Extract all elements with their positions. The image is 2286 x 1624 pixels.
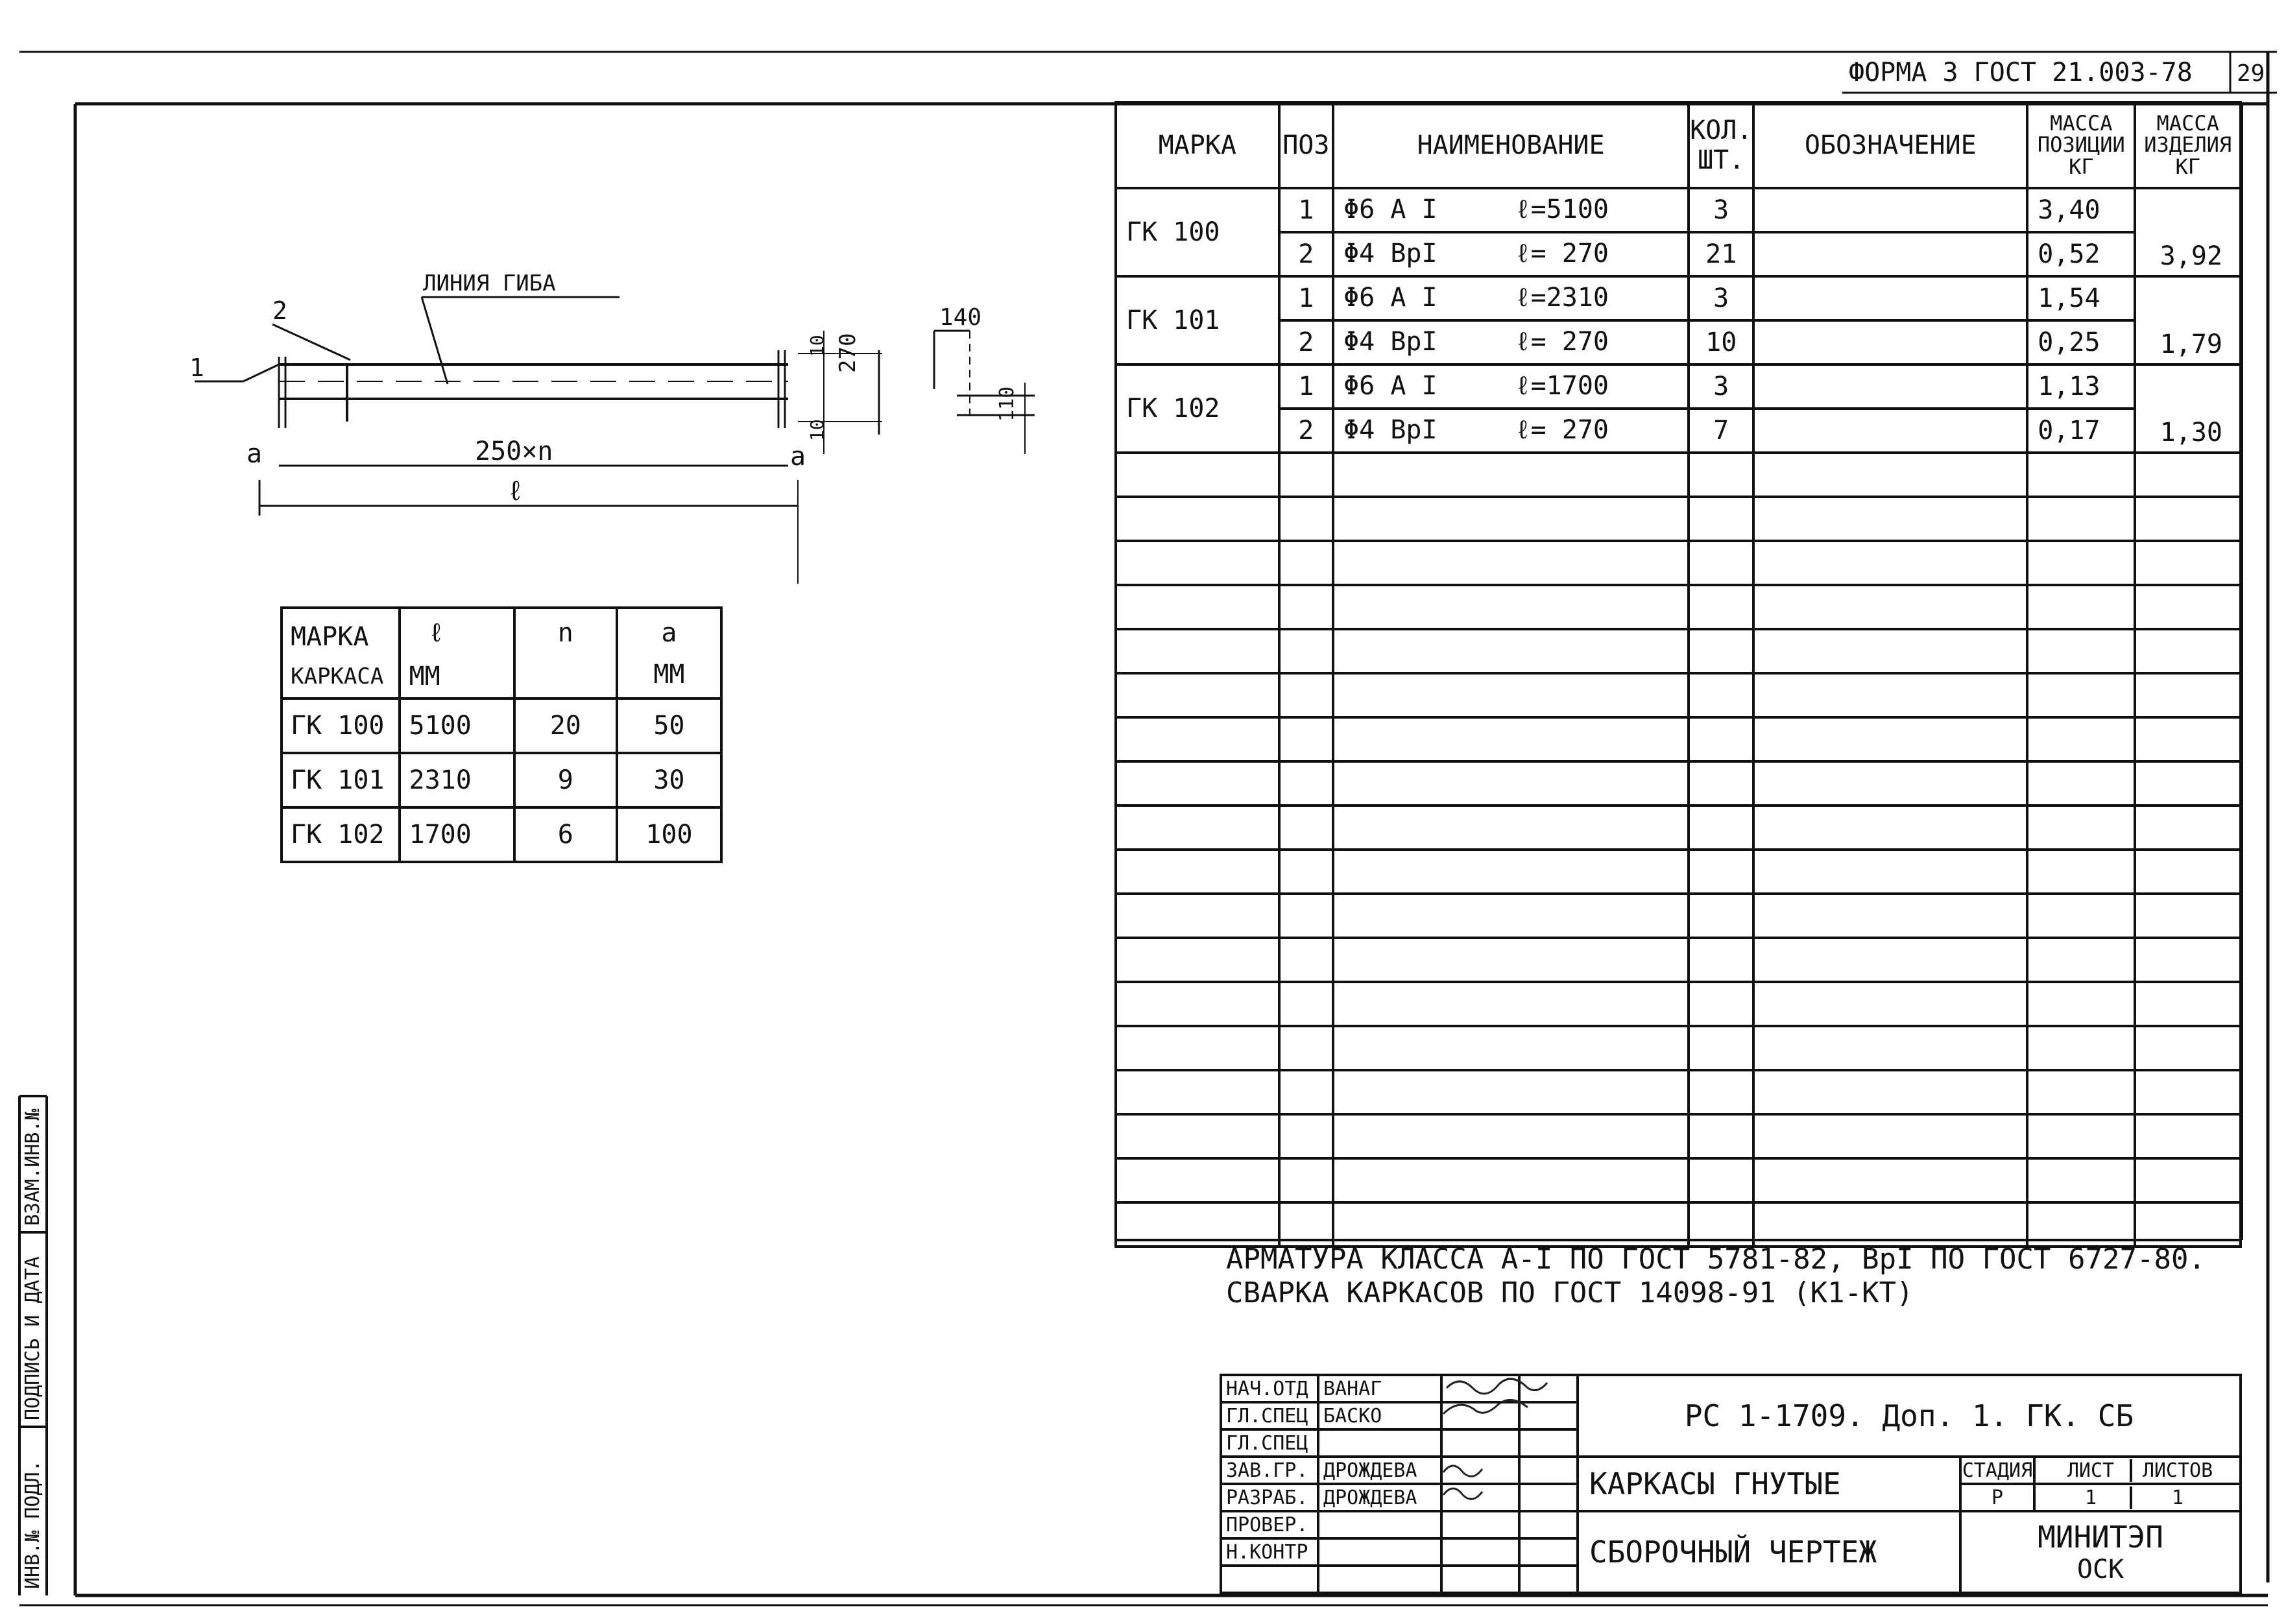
group-item-mass: 1,79 (2135, 276, 2241, 364)
row-quantity: 3 (1689, 276, 1753, 320)
empty-row (1116, 673, 2241, 717)
empty-row (1116, 1202, 2241, 1247)
role-label (1221, 1566, 1318, 1593)
drawing-title-line-1: КАРКАСЫ ГНУТЫЕ (1578, 1457, 1960, 1511)
row-position: 2 (1279, 232, 1334, 276)
empty-row (1116, 717, 2241, 761)
dim-a-right: a (790, 442, 806, 472)
signature-cell (1441, 1402, 1519, 1429)
side-stamp-inv-number: ИНВ.№ ПОДЛ. (21, 1460, 44, 1589)
group-mark: ГК 101 (1116, 276, 1279, 364)
row-count: 20 (514, 699, 617, 753)
person-name (1318, 1429, 1441, 1457)
header-mark: МАРКА (1116, 102, 1279, 188)
row-designation (1753, 276, 2027, 320)
row-length: 1700 (400, 807, 514, 862)
row-mark: ГК 100 (282, 699, 400, 753)
dim-bottom: 10 (806, 419, 828, 441)
role-label: ГЛ.СПЕЦ (1221, 1402, 1318, 1429)
header-designation: ОБОЗНАЧЕНИЕ (1753, 102, 2027, 188)
header-mass-position: МАССА ПОЗИЦИИ КГ (2027, 102, 2135, 188)
table-row (1116, 320, 2241, 364)
role-label: Н.КОНТР (1221, 1538, 1318, 1566)
document-code: РС 1-1709. Доп. 1. ГК. СБ (1578, 1375, 2241, 1457)
date-cell (1519, 1566, 1578, 1593)
note-line-1: АРМАТУРА КЛАССА А-I ПО ГОСТ 5781-82, ВрI ПО ГОСТ 6727-80. (1226, 1243, 2206, 1276)
header-count: n (514, 608, 617, 699)
empty-row (1116, 453, 2241, 497)
empty-row (1116, 761, 2241, 806)
bend-line-label: ЛИНИЯ ГИБА (423, 270, 556, 296)
parameter-table-header (282, 608, 721, 699)
row-name: Φ4 ВрI ℓ= 270 (1333, 409, 1689, 453)
empty-row (1116, 585, 2241, 629)
signature-cell (1441, 1484, 1519, 1511)
header-position: ПОЗ (1279, 102, 1334, 188)
dim-top: 10 (806, 335, 828, 357)
row-count: 9 (514, 753, 617, 807)
empty-row (1116, 1026, 2241, 1070)
role-label: ЗАВ.ГР. (1221, 1457, 1318, 1484)
row-name: Φ6 А I ℓ=5100 (1333, 188, 1689, 232)
group-item-mass: 3,92 (2135, 188, 2241, 276)
table-row (1116, 232, 2241, 276)
person-name: ДРОЖДЕВА (1318, 1484, 1441, 1511)
empty-row (1116, 982, 2241, 1026)
row-quantity: 10 (1689, 320, 1753, 364)
date-cell (1519, 1402, 1578, 1429)
group-item-mass: 1,30 (2135, 364, 2241, 453)
empty-row (1116, 850, 2241, 894)
sheet-number: 29 (2237, 60, 2265, 87)
group-mark: ГК 102 (1116, 364, 1279, 453)
person-name: БАСКО (1318, 1402, 1441, 1429)
row-name: Φ4 ВрI ℓ= 270 (1333, 320, 1689, 364)
dim-height: 270 (835, 333, 861, 373)
parameter-table (280, 606, 723, 863)
row-quantity: 3 (1689, 364, 1753, 409)
form-label: ФОРМА 3 ГОСТ 21.003-78 (1849, 58, 2193, 88)
row-quantity: 3 (1689, 188, 1753, 232)
role-label: НАЧ.ОТД (1221, 1375, 1318, 1402)
date-cell (1519, 1375, 1578, 1402)
row-mass: 0,17 (2027, 409, 2135, 453)
signature-cell (1441, 1566, 1519, 1593)
row-quantity: 7 (1689, 409, 1753, 453)
signature-cell (1441, 1511, 1519, 1538)
date-cell (1519, 1538, 1578, 1566)
row-offset: 50 (617, 699, 721, 753)
row-position: 2 (1279, 320, 1334, 364)
person-name: ДРОЖДЕВА (1318, 1457, 1441, 1484)
row-designation (1753, 188, 2027, 232)
empty-row (1116, 1070, 2241, 1114)
empty-row (1116, 894, 2241, 938)
signature-cell (1441, 1429, 1519, 1457)
row-mark: ГК 102 (282, 807, 400, 862)
dim-length: ℓ (507, 475, 524, 507)
header-name: НАИМЕНОВАНИЕ (1333, 102, 1689, 188)
table-row (1116, 364, 2241, 409)
header-quantity: КОЛ. ШТ. (1689, 102, 1753, 188)
date-cell (1519, 1484, 1578, 1511)
note-line-2: СВАРКА КАРКАСОВ ПО ГОСТ 14098-91 (К1-КТ) (1226, 1276, 1914, 1309)
side-stamp-signature-date: ПОДПИСЬ И ДАТА (21, 1256, 44, 1420)
signature-row (1221, 1511, 2241, 1538)
table-row (1116, 188, 2241, 232)
row-count: 6 (514, 807, 617, 862)
date-cell (1519, 1511, 1578, 1538)
position-1-label: 1 (189, 353, 204, 382)
sheet-labels: ЛИСТ ЛИСТОВ (2034, 1457, 2241, 1484)
role-label: РАЗРАБ. (1221, 1484, 1318, 1511)
row-designation (1753, 409, 2027, 453)
row-mass: 1,13 (2027, 364, 2135, 409)
row-length: 2310 (400, 753, 514, 807)
row-position: 1 (1279, 364, 1334, 409)
row-designation (1753, 364, 2027, 409)
empty-row (1116, 541, 2241, 585)
table-row (1116, 409, 2241, 453)
row-length: 5100 (400, 699, 514, 753)
person-name (1318, 1538, 1441, 1566)
row-designation (1753, 320, 2027, 364)
table-row (282, 753, 721, 807)
dim-a-left: a (247, 439, 263, 469)
row-mass: 1,54 (2027, 276, 2135, 320)
row-name: Φ6 А I ℓ=2310 (1333, 276, 1689, 320)
sheet-values: 1 1 (2034, 1484, 2241, 1511)
dim-span: 250×n (475, 436, 553, 466)
empty-row (1116, 806, 2241, 850)
row-name: Φ4 ВрI ℓ= 270 (1333, 232, 1689, 276)
row-mark: ГК 101 (282, 753, 400, 807)
date-cell (1519, 1429, 1578, 1457)
row-position: 1 (1279, 188, 1334, 232)
signature-cell (1441, 1457, 1519, 1484)
signature-cell (1441, 1538, 1519, 1566)
stage-value: Р (1960, 1484, 2034, 1511)
spec-header-row (1116, 102, 2241, 188)
date-cell (1519, 1457, 1578, 1484)
header-mass-item: МАССА ИЗДЕЛИЯ КГ (2135, 102, 2241, 188)
row-quantity: 21 (1689, 232, 1753, 276)
row-designation (1753, 232, 2027, 276)
header-offset: a ММ (617, 608, 721, 699)
row-offset: 100 (617, 807, 721, 862)
person-name (1318, 1511, 1441, 1538)
empty-row (1116, 497, 2241, 541)
header-length: ℓ ММ (400, 608, 514, 699)
empty-row (1116, 1158, 2241, 1202)
role-label: ПРОВЕР. (1221, 1511, 1318, 1538)
empty-row (1116, 1114, 2241, 1158)
row-mass: 0,25 (2027, 320, 2135, 364)
stage-label: СТАДИЯ (1960, 1457, 2034, 1484)
role-label: ГЛ.СПЕЦ (1221, 1429, 1318, 1457)
table-row (1116, 276, 2241, 320)
group-mark: ГК 100 (1116, 188, 1279, 276)
signature-row (1221, 1457, 2241, 1484)
specification-table (1114, 101, 2242, 1248)
row-mass: 0,52 (2027, 232, 2135, 276)
organization: МИНИТЭП ОСК (1960, 1511, 2241, 1593)
detail-top-dim: 140 (939, 304, 982, 331)
row-mass: 3,40 (2027, 188, 2135, 232)
empty-row (1116, 629, 2241, 673)
person-name: ВАНАГ (1318, 1375, 1441, 1402)
table-row (282, 807, 721, 862)
table-row (282, 699, 721, 753)
row-offset: 30 (617, 753, 721, 807)
empty-row (1116, 938, 2241, 982)
position-2-label: 2 (272, 296, 287, 325)
title-block (1220, 1374, 2242, 1594)
drawing-title-line-2: СБОРОЧНЫЙ ЧЕРТЕЖ (1578, 1511, 1960, 1593)
row-position: 1 (1279, 276, 1334, 320)
row-name: Φ6 А I ℓ=1700 (1333, 364, 1689, 409)
signature-cell (1441, 1375, 1519, 1402)
person-name (1318, 1566, 1441, 1593)
side-stamp-replace-inv: ВЗАМ.ИНВ.№ (21, 1108, 44, 1226)
detail-bottom-dim: 110 (996, 386, 1018, 422)
row-position: 2 (1279, 409, 1334, 453)
signature-row (1221, 1375, 2241, 1402)
header-mark: МАРКА КАРКАСА (282, 608, 400, 699)
